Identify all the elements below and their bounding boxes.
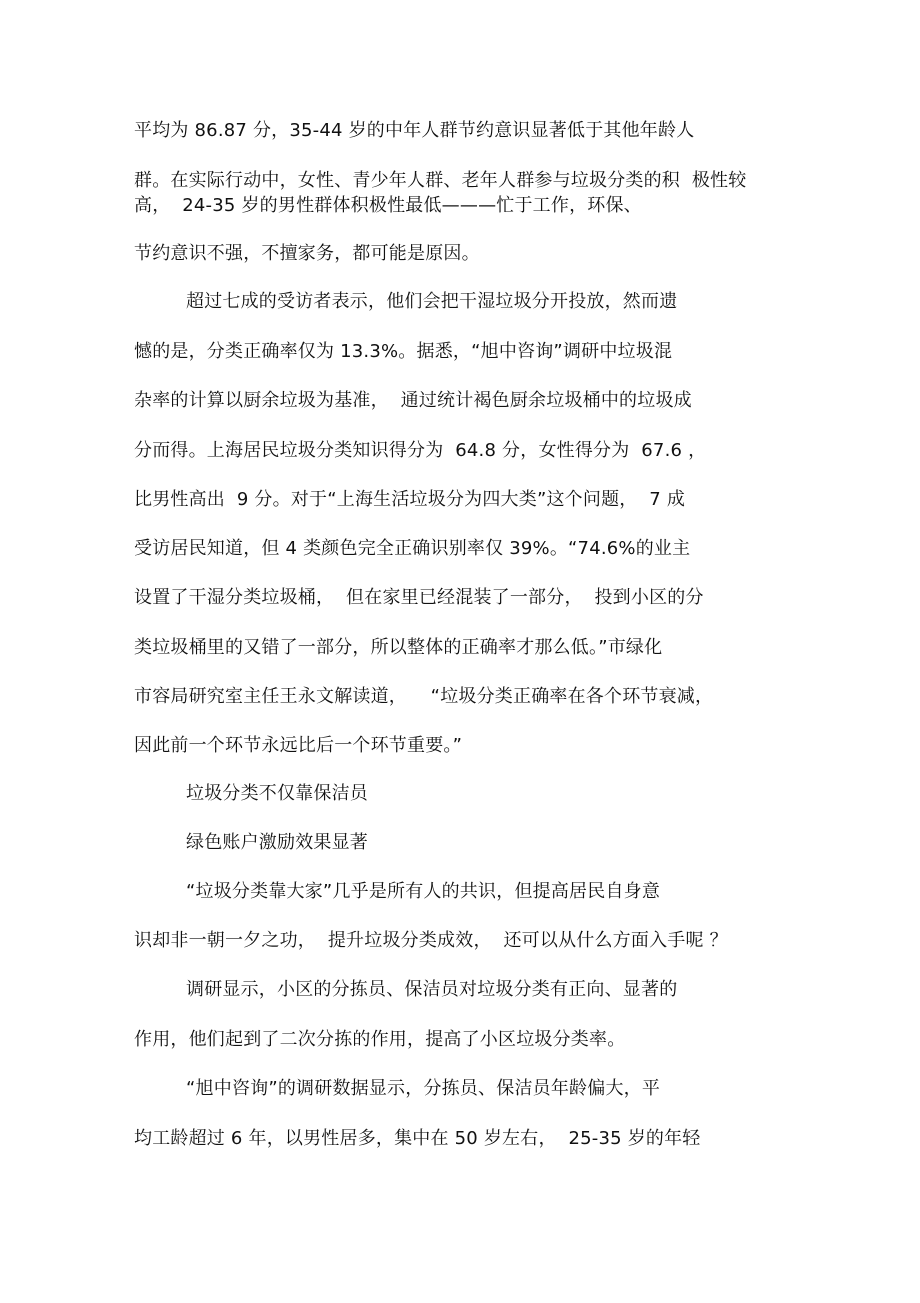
- text-line: 分而得。上海居民垃圾分类知识得分为 64.8 分，女性得分为 67.6 ，: [134, 440, 707, 461]
- section-heading-line-2: 绿色账户激励效果显著: [186, 832, 368, 853]
- paragraph-start-line: 调研显示，小区的分拣员、保洁员对垃圾分类有正向、显著的: [186, 979, 678, 1000]
- text-line: 设置了干湿分类垃圾桶， 但在家里已经混装了一部分， 投到小区的分: [134, 587, 704, 608]
- paragraph-start-line: “旭中咨询”的调研数据显示，分拣员、保洁员年龄偏大，平: [186, 1078, 661, 1099]
- text-line: 平均为 86.87 分，35-44 岁的中年人群节约意识显著低于其他年龄人: [134, 120, 695, 141]
- text-line: 憾的是，分类正确率仅为 13.3%。据悉，“旭中咨询”调研中垃圾混: [134, 341, 673, 362]
- text-line: 高， 24-35 岁的男性群体积极性最低———忙于工作，环保、: [134, 195, 642, 216]
- text-line: 群。在实际行动中，女性、青少年人群、老年人群参与垃圾分类的积 极性较: [134, 170, 747, 191]
- text-line: 均工龄超过 6 年，以男性居多，集中在 50 岁左右， 25-35 岁的年轻: [134, 1128, 701, 1149]
- text-line: 市容局研究室主任王永文解读道， “垃圾分类正确率在各个环节衰减，: [134, 686, 714, 707]
- text-line: 识却非一朝一夕之功， 提升垃圾分类成效， 还可以从什么方面入手呢 ？: [134, 930, 728, 951]
- paragraph-start-line: 超过七成的受访者表示，他们会把干湿垃圾分开投放，然而遗: [186, 291, 678, 312]
- text-line: 类垃圾桶里的又错了一部分，所以整体的正确率才那么低。”市绿化: [134, 637, 663, 658]
- section-heading-line-1: 垃圾分类不仅靠保洁员: [186, 783, 368, 804]
- text-line: 节约意识不强，不擅家务，都可能是原因。: [134, 243, 480, 264]
- text-line: 作用，他们起到了二次分拣的作用，提高了小区垃圾分类率。: [134, 1029, 626, 1050]
- text-line: 受访居民知道，但 4 类颜色完全正确识别率仅 39%。“74.6%的业主: [134, 538, 691, 559]
- paragraph-start-line: “垃圾分类靠大家”几乎是所有人的共识，但提高居民自身意: [186, 881, 661, 902]
- text-line: 比男性高出 9 分。对于“上海生活垃圾分为四大类”这个问题， 7 成: [134, 489, 686, 510]
- text-line: 杂率的计算以厨余垃圾为基准， 通过统计褐色厨余垃圾桶中的垃圾成: [134, 390, 692, 411]
- text-line: 因此前一个环节永远比后一个环节重要。”: [134, 735, 463, 756]
